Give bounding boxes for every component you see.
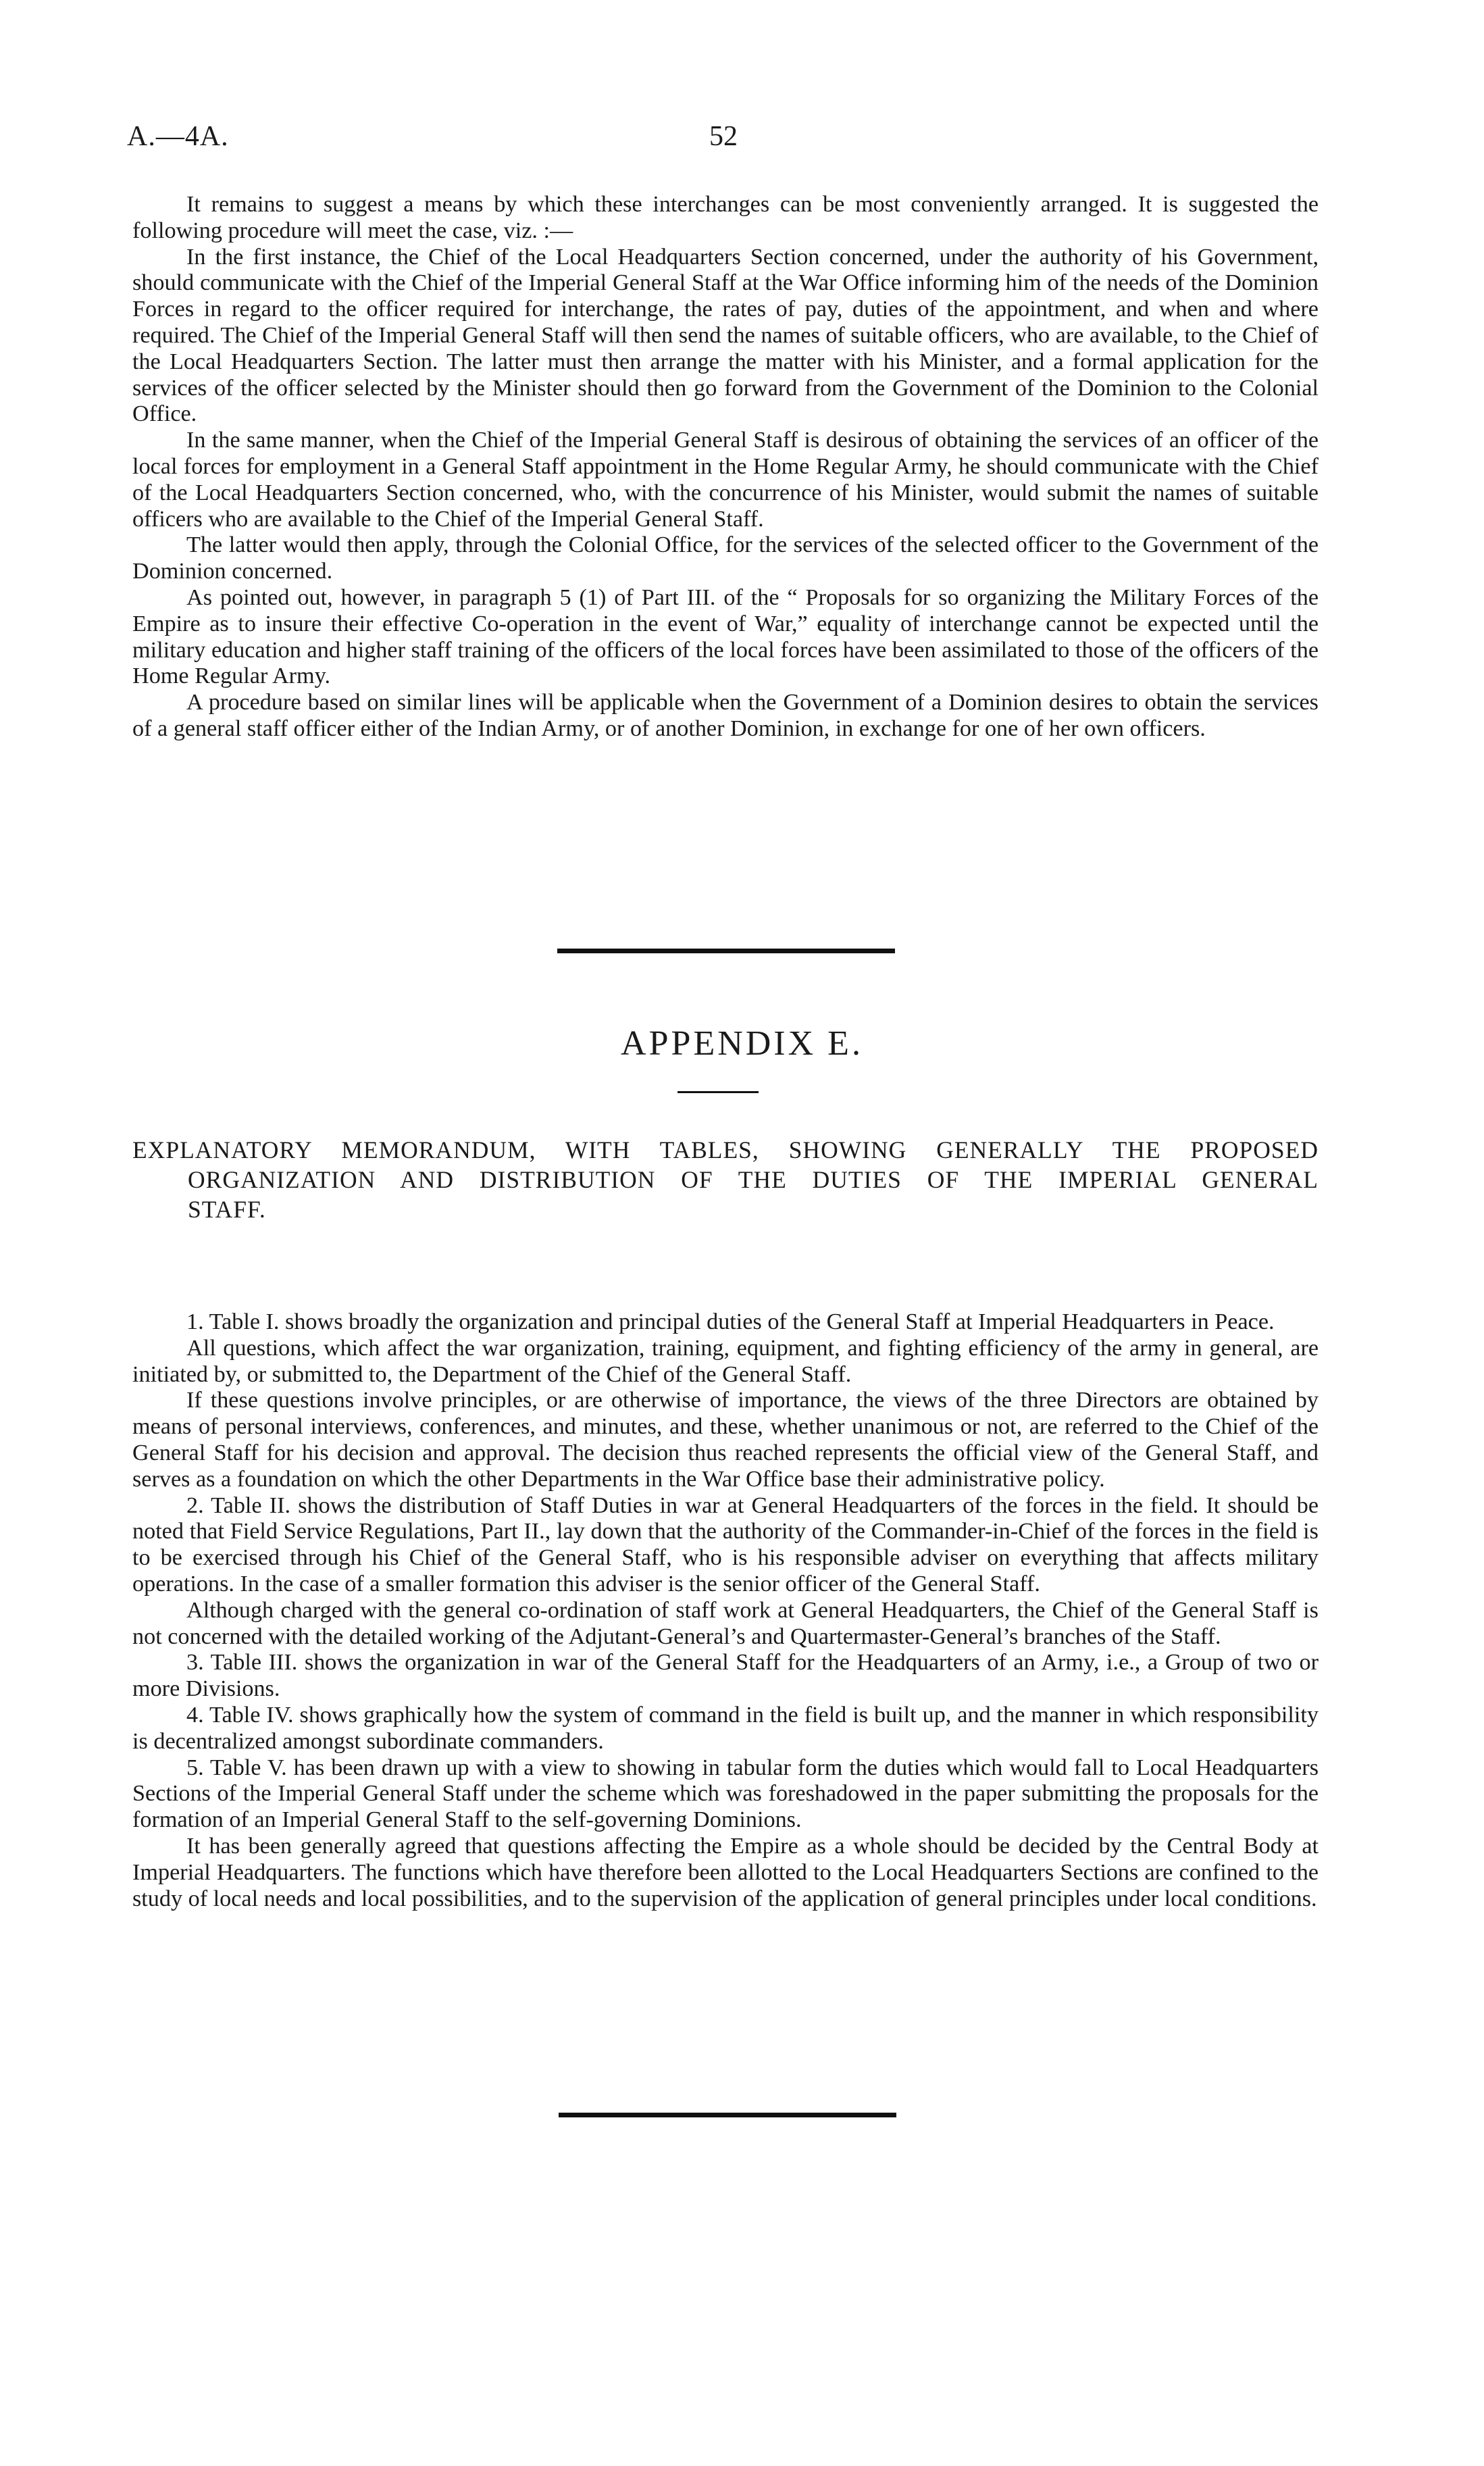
paragraph: In the same manner, when the Chief of the Imperial General Staff is desirous of obtaining the services of an officer of the local forces for employment in a General Staff appointment in the Home Regular Army, he should communicate with the Chief of the Local Headquarters Section concerned, who, with the concurrence of his Minister, would submit the names of suitable officers who are available to the Chief of the Imperial General Staff.	[132, 428, 1319, 532]
paragraph: In the first instance, the Chief of the Local Headquarters Section concerned, under the authority of his Government, should communicate with the Chief of the Imperial General Staff at the War Office informing him of the needs of the Dominion Forces in regard to the officer required for interchange, the rates of pay, duties of the appointment, and when and where required. The Chief of the Imperial General Staff will then send the names of suitable officers, who are available, to the Chief of the Local Headquarters Section. The latter must then arrange the matter with his Minister, and a formal application for the services of the officer selected by the Minister should then go forward from the Government of the Dominion to the Colonial Office.	[132, 244, 1319, 427]
section-divider	[557, 949, 895, 953]
section-divider	[559, 2113, 896, 2117]
paragraph: All questions, which affect the war organization, training, equipment, and fighting efficiency of the army in general, are initiated by, or submitted to, the Department of the Chief of the General Staff.	[132, 1335, 1319, 1387]
paragraph: A procedure based on similar lines will be applicable when the Government of a Dominion desires to obtain the services of a general staff officer either of the Indian Army, or of another Dominion, in exchange for one of her own officers.	[132, 690, 1319, 741]
paragraph: It remains to suggest a means by which these interchanges can be most conveniently arranged. It is suggested the following procedure will meet the case, viz. :—	[132, 192, 1319, 243]
paragraph: If these questions involve principles, or are otherwise of importance, the views of the three Directors are obtained by means of personal interviews, conferences, and minutes, and these, whether unanimous or not, are referred to the Chief of the General Staff for his decision and approval. The decision thus reached represents the official view of the General Staff, and serves as a foundation on which the other Departments in the War Office base their administrative policy.	[132, 1388, 1319, 1492]
paragraph: 3. Table III. shows the organization in war of the General Staff for the Headquarters of an Army, i.e., a Group of two or more Divisions.	[132, 1650, 1319, 1702]
memorandum-title	[132, 1135, 1319, 1224]
interchange-procedure-text	[132, 192, 1319, 743]
paragraph: 2. Table II. shows the distribution of Staff Duties in war at General Headquarters of the forces in the field. It should be noted that Field Service Regulations, Part II., lay down that the authority of the Commander-in-Chief of the forces in the field is to be exercised through his Chief of the General Staff, who is his responsible adviser on everything that affects military operations. In the case of a smaller formation this adviser is the senior officer of the General Staff.	[132, 1492, 1319, 1596]
page-header	[127, 120, 1316, 161]
memorandum-title-line: ORGANIZATION AND DISTRIBUTION OF THE DUTIES OF THE IMPERIAL GENERAL	[188, 1166, 1319, 1193]
paragraph: 5. Table V. has been drawn up with a view to showing in tabular form the duties which would fall to Local Headquarters Sections of the Imperial General Staff under the scheme which was foreshadowed in the paper submitting the proposals for the formation of an Imperial General Staff to the self-governing Dominions.	[132, 1755, 1319, 1833]
page-number: 52	[709, 121, 738, 152]
paragraph: It has been generally agreed that questions affecting the Empire as a whole should be decided by the Central Body at Imperial Headquarters. The functions which have therefore been allotted to the Local Headquarters Sections are confined to the study of local needs and local possibilities, and to the supervision of the application of general principles under local conditions.	[132, 1833, 1319, 1911]
paragraph: The latter would then apply, through the Colonial Office, for the services of the selected officer to the Government of the Dominion concerned.	[132, 532, 1319, 584]
paragraph: Although charged with the general co-ordination of staff work at General Headquarters, the Chief of the General Staff is not concerned with the detailed working of the Adjutant-General’s and Quartermaster-General’s branches of the Staff.	[132, 1597, 1319, 1649]
appendix-heading: APPENDIX E.	[621, 1024, 863, 1063]
memorandum-body	[132, 1309, 1319, 1912]
memorandum-title-line: EXPLANATORY MEMORANDUM, WITH TABLES, SHOWING GENERALLY THE PROPOSED	[132, 1136, 1319, 1163]
document-reference: A.—4A.	[127, 121, 229, 152]
paragraph: 4. Table IV. shows graphically how the system of command in the field is built up, and the manner in which responsibility is decentralized amongst subordinate commanders.	[132, 1702, 1319, 1754]
paragraph: As pointed out, however, in paragraph 5 (1) of Part III. of the “ Proposals for so organizing the Military Forces of the Empire as to insure their effective Co-operation in the event of War,” equality of interchange cannot be expected until the military education and higher staff training of the officers of the local forces have been assimilated to those of the officers of the Home Regular Army.	[132, 584, 1319, 689]
heading-underline	[677, 1091, 759, 1093]
memorandum-title-line: STAFF.	[188, 1196, 266, 1223]
paragraph: 1. Table I. shows broadly the organization and principal duties of the General Staff at Imperial Headquarters in Peace.	[186, 1309, 1275, 1334]
